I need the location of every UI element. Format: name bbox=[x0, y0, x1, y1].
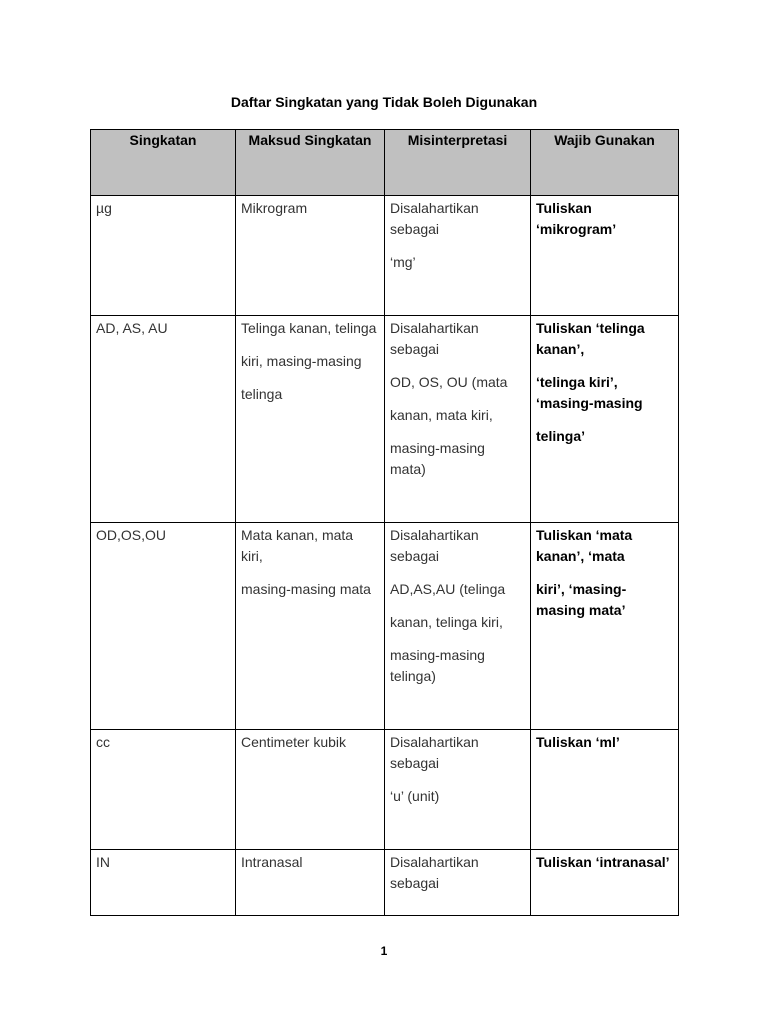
table-row bbox=[91, 523, 679, 730]
table-row bbox=[91, 196, 679, 316]
required-usage-cell: Tuliskan ‘mata kanan’, ‘mata kiri’, ‘masing-masing mata’ bbox=[531, 523, 679, 730]
required-usage-cell: Tuliskan ‘intranasal’ bbox=[531, 850, 679, 916]
meaning-cell: Telinga kanan, telinga kiri, masing-masing telinga bbox=[236, 316, 385, 523]
misinterpretation-cell: Disalahartikan sebagai bbox=[385, 850, 531, 916]
table-row bbox=[91, 316, 679, 523]
header-meaning: Maksud Singkatan bbox=[236, 130, 385, 196]
abbreviation-cell: OD,OS,OU bbox=[91, 523, 236, 730]
header-required-usage: Wajib Gunakan bbox=[531, 130, 679, 196]
misinterpretation-cell: Disalahartikan sebagai AD,AS,AU (telinga kanan, telinga kiri, masing-masing telinga) bbox=[385, 523, 531, 730]
required-usage-cell: Tuliskan ‘telinga kanan’, ‘telinga kiri’, ‘masing-masing telinga’ bbox=[531, 316, 679, 523]
misinterpretation-cell: Disalahartikan sebagai OD, OS, OU (mata kanan, mata kiri, masing-masing mata) bbox=[385, 316, 531, 523]
abbreviation-table bbox=[90, 129, 679, 916]
abbreviation-cell: IN bbox=[91, 850, 236, 916]
misinterpretation-cell: Disalahartikan sebagai ‘mg’ bbox=[385, 196, 531, 316]
header-abbreviation: Singkatan bbox=[91, 130, 236, 196]
page-number: 1 bbox=[380, 944, 388, 958]
required-usage-cell: Tuliskan ‘ml’ bbox=[531, 730, 679, 850]
table-row bbox=[91, 850, 679, 916]
required-usage-cell: Tuliskan ‘mikrogram’ bbox=[531, 196, 679, 316]
meaning-cell: Intranasal bbox=[236, 850, 385, 916]
table-row bbox=[91, 730, 679, 850]
meaning-cell: Mata kanan, mata kiri, masing-masing mata bbox=[236, 523, 385, 730]
header-misinterpretation: Misinterpretasi bbox=[385, 130, 531, 196]
abbreviation-cell: AD, AS, AU bbox=[91, 316, 236, 523]
table-header-row bbox=[91, 130, 679, 196]
abbreviation-cell: cc bbox=[91, 730, 236, 850]
meaning-cell: Mikrogram bbox=[236, 196, 385, 316]
document-title: Daftar Singkatan yang Tidak Boleh Digunakan bbox=[230, 94, 538, 110]
meaning-cell: Centimeter kubik bbox=[236, 730, 385, 850]
misinterpretation-cell: Disalahartikan sebagai ‘u’ (unit) bbox=[385, 730, 531, 850]
abbreviation-cell: µg bbox=[91, 196, 236, 316]
